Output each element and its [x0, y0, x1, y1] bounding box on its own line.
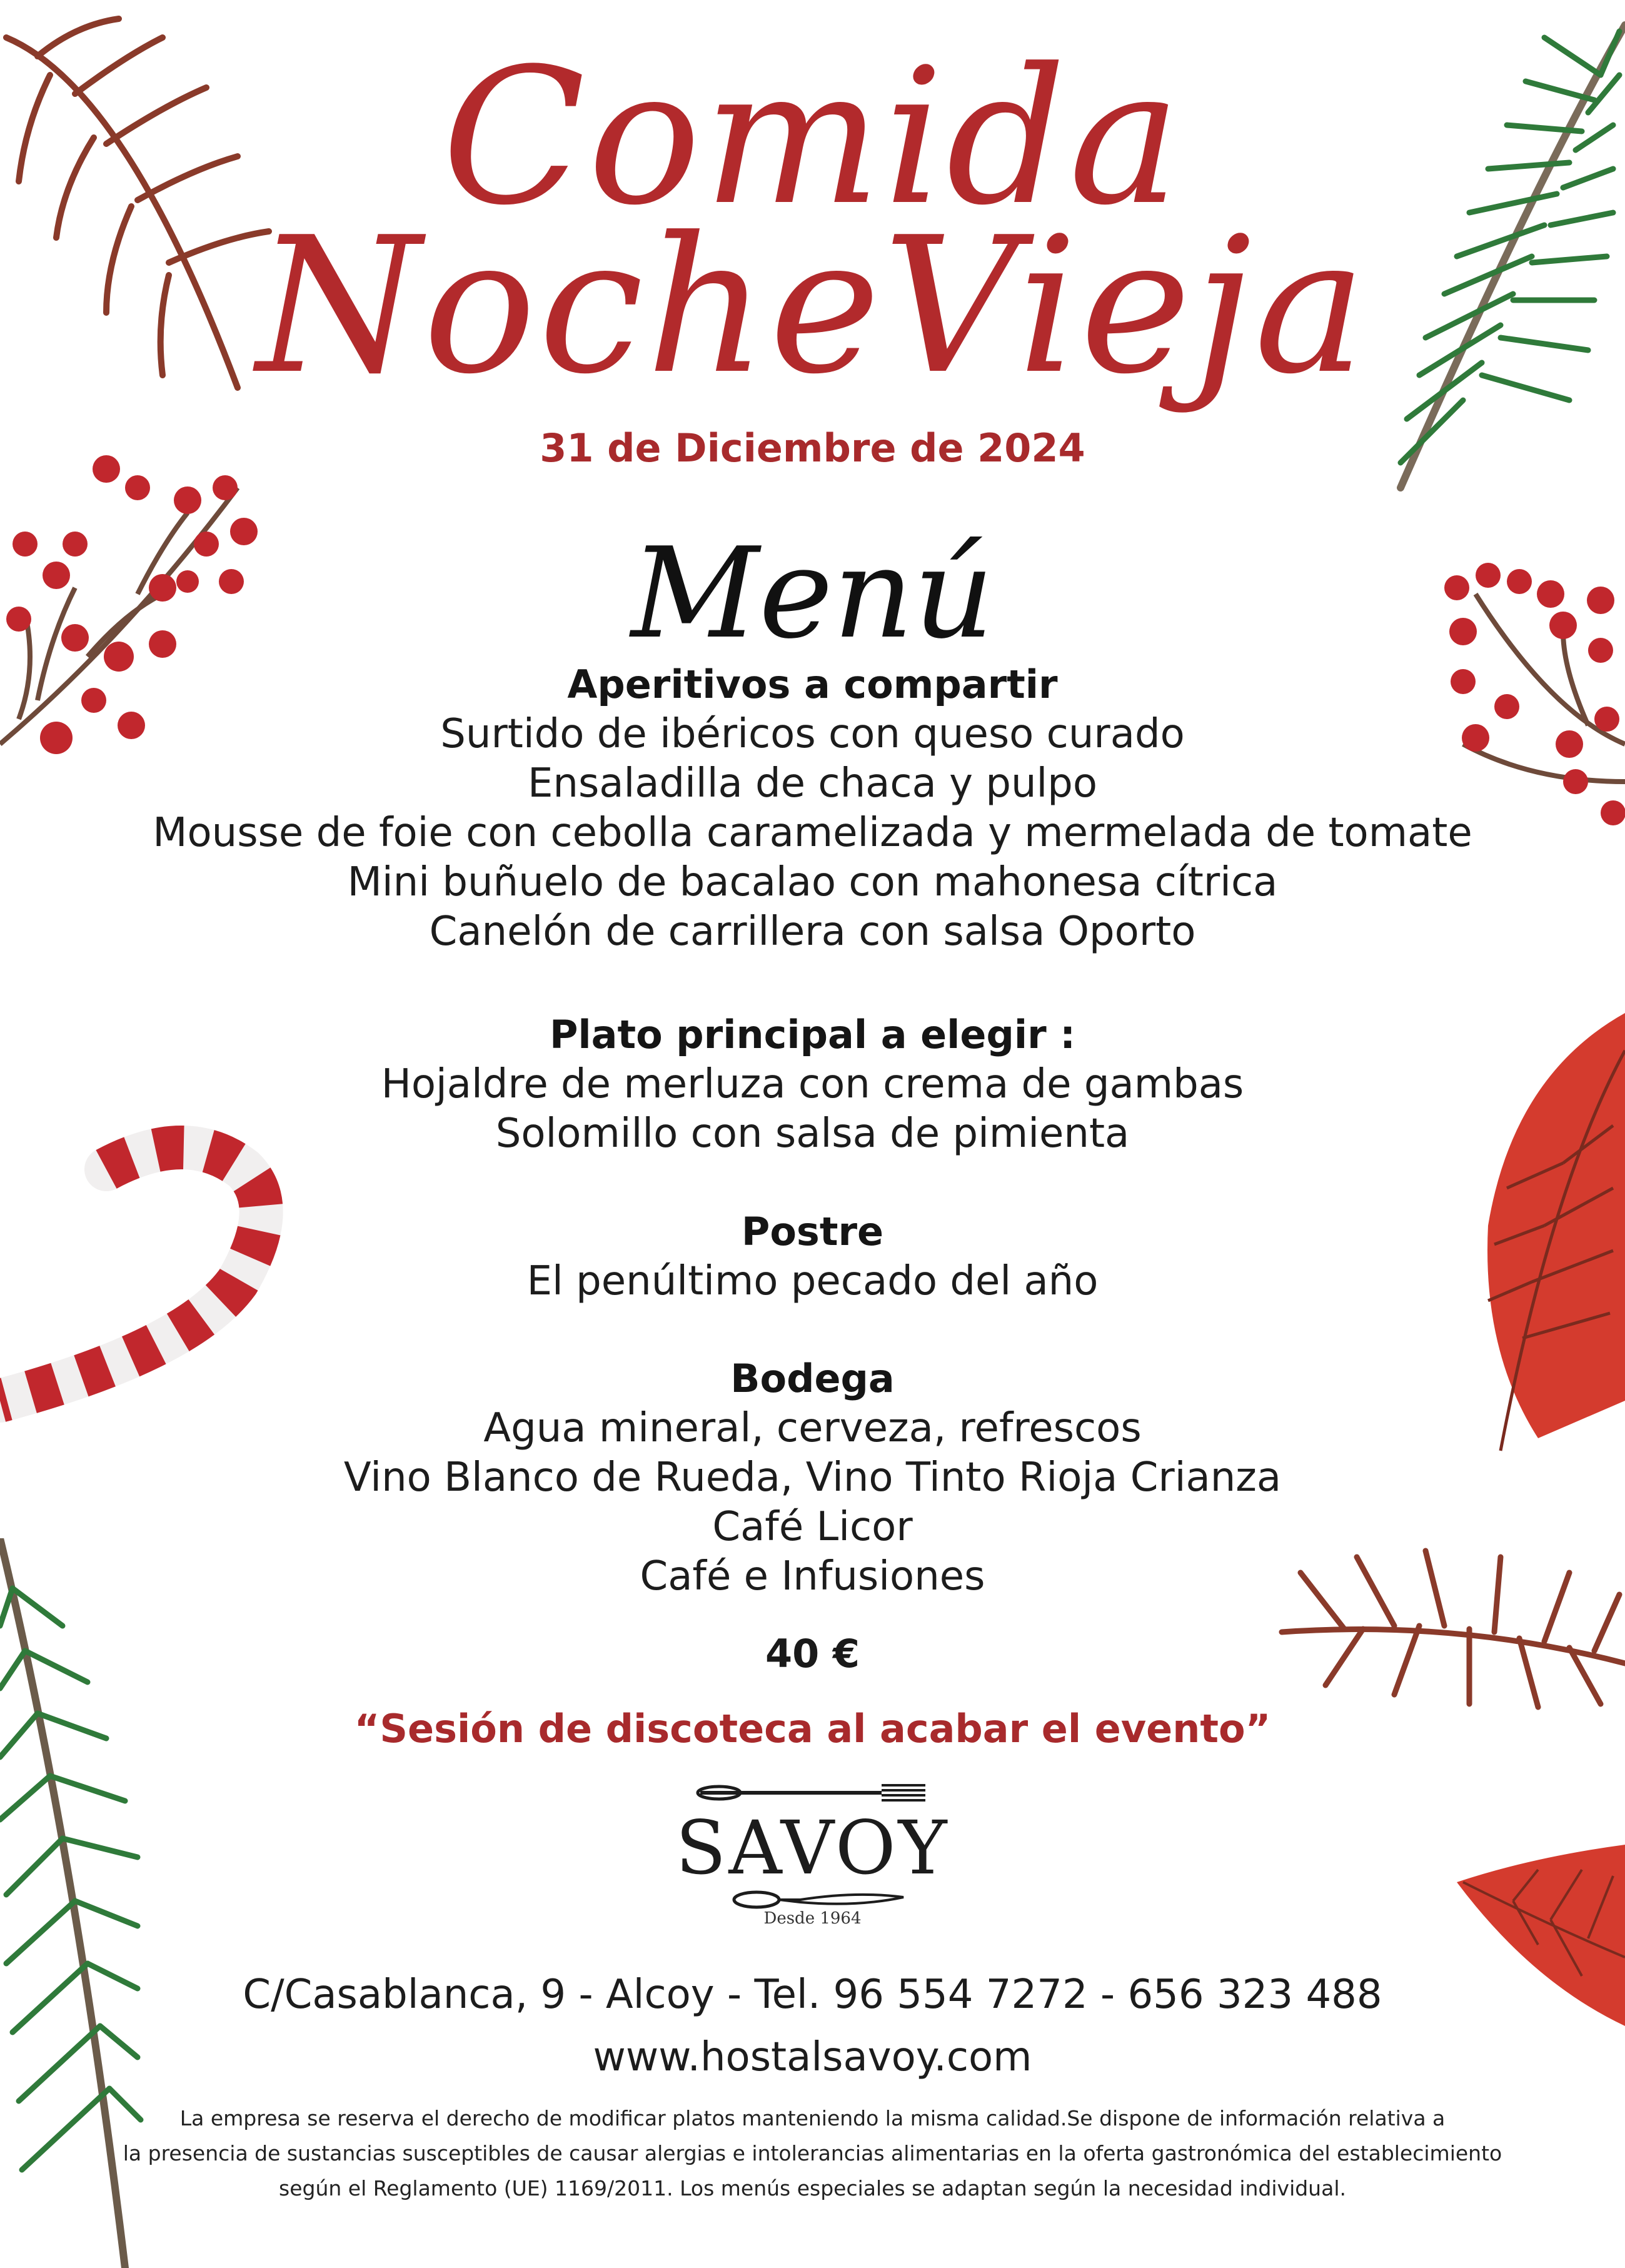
logo-since: Desde 1964 — [763, 1909, 862, 1928]
disclaimer-line: La empresa se reserva el derecho de modificar platos manteniendo la misma calidad.Se dispone de información relativa a — [179, 2106, 1446, 2130]
section-title: Aperitivos a compartir — [567, 662, 1058, 707]
event-date: 31 de Diciembre de 2024 — [540, 425, 1085, 471]
section-title: Plato principal a elegir : — [549, 1012, 1076, 1057]
menu-item: Vino Blanco de Rueda, Vino Tinto Rioja Crianza — [343, 1454, 1282, 1501]
event-note: “Sesión de discoteca al acabar el evento” — [354, 1706, 1271, 1751]
address: C/Casablanca, 9 - Alcoy - Tel. 96 554 7272 - 656 323 488 — [243, 1972, 1382, 2018]
disclaimer — [75, 2101, 1550, 2206]
menu-item: Canelón de carrillera con salsa Oporto — [429, 909, 1196, 955]
menu-item: Café Licor — [712, 1504, 913, 1550]
title-line-1: Comida — [441, 28, 1184, 246]
title-line-2: NocheVieja — [256, 197, 1369, 415]
section-bodega — [0, 1354, 1625, 1601]
menu-price: 40 € — [765, 1631, 860, 1676]
menu-item: Surtido de ibéricos con queso curado — [440, 711, 1185, 757]
section-title: Bodega — [730, 1356, 895, 1401]
menu-item: Mousse de foie con cebolla caramelizada y mermelada de tomate — [153, 810, 1472, 856]
disclaimer-line: según el Reglamento (UE) 1169/2011. Los menús especiales se adaptan según la necesidad individual. — [279, 2176, 1346, 2200]
section-plato-principal — [0, 1010, 1625, 1159]
section-title: Postre — [741, 1209, 884, 1254]
menu-item: Solomillo con salsa de pimienta — [495, 1111, 1130, 1157]
disclaimer-line: la presencia de sustancias susceptibles de causar alergias e intolerancias alimentarias en la oferta gastronómica del establecimiento — [123, 2141, 1502, 2165]
website-link[interactable]: www.hostalsavoy.com — [593, 2034, 1032, 2080]
menu-item: Agua mineral, cerveza, refrescos — [483, 1405, 1142, 1451]
menu-heading: Menú — [631, 521, 994, 667]
logo-name: SAVOY — [675, 1805, 950, 1891]
menu-item: Café e Infusiones — [640, 1553, 985, 1600]
menu-item: Mini buñuelo de bacalao con mahonesa cítrica — [347, 859, 1278, 905]
menu-item: Ensaladilla de chaca y pulpo — [527, 760, 1098, 807]
savoy-logo — [0, 1773, 1625, 1935]
menu-item: Hojaldre de merluza con crema de gambas — [381, 1061, 1244, 1107]
section-postre — [0, 1207, 1625, 1306]
knife-icon — [732, 1888, 907, 1911]
section-aperitivos — [0, 660, 1625, 957]
fork-icon — [694, 1780, 932, 1805]
menu-item: El penúltimo pecado del año — [526, 1258, 1099, 1304]
